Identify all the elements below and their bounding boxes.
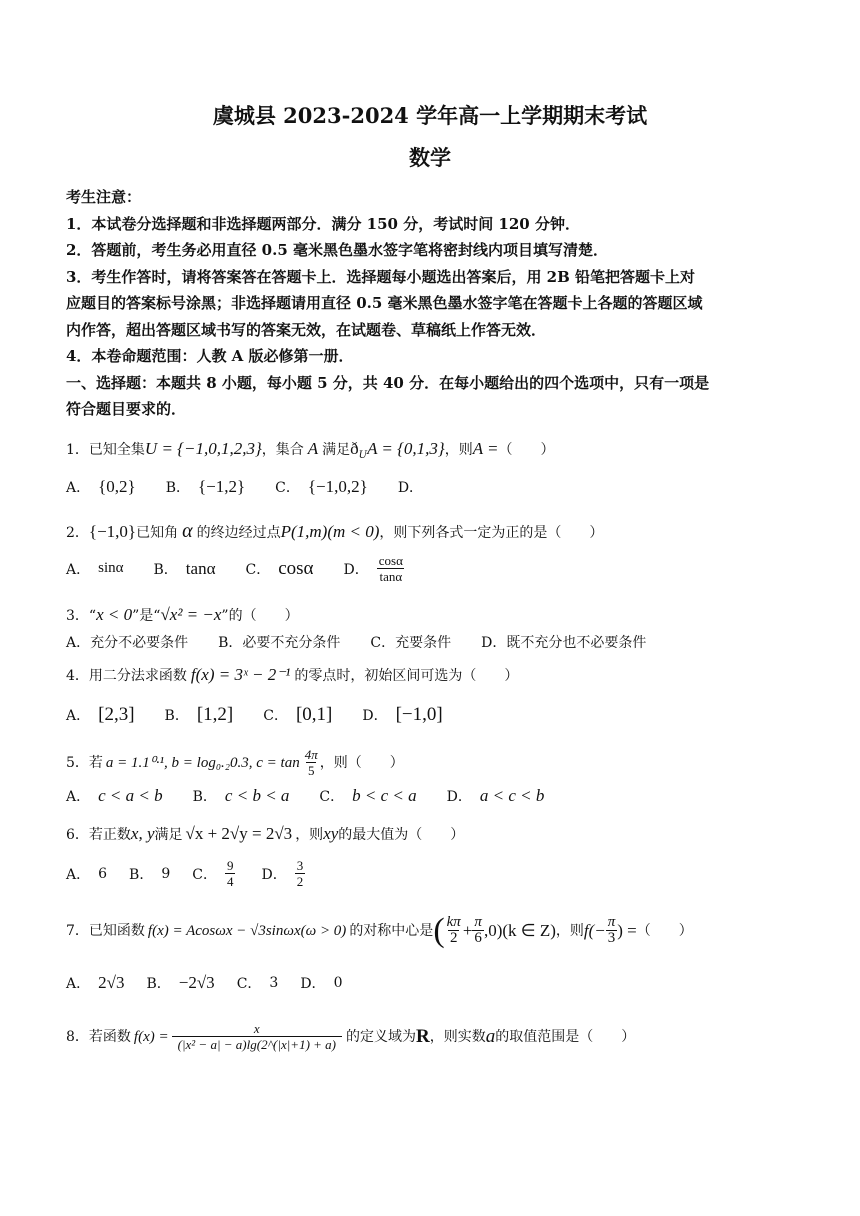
q8-fraction-numerator: x	[253, 1021, 260, 1036]
q2-option-b-value: tanα	[185, 558, 216, 578]
q4-option-c-label: C．	[263, 707, 288, 724]
q2-option-c-label: C．	[245, 561, 271, 578]
q6-variables: x, y	[130, 823, 155, 843]
q1-complement-symbol: ð	[350, 438, 359, 458]
q5-fraction-numerator: 4π	[304, 747, 318, 762]
q1-option-b-value: {−1,2}	[198, 476, 246, 496]
q6-option-c-label: C．	[192, 866, 217, 883]
question-7	[66, 905, 794, 957]
q1-option-a-value: {0,2}	[98, 476, 136, 496]
q7-function: f(x) = Acosωx − √3sinωx(ω > 0)	[147, 922, 347, 939]
q2-option-c-value: cosα	[278, 557, 314, 579]
q6-option-b-value: 9	[161, 865, 171, 882]
q1-complement-rest: A = {0,1,3}	[367, 438, 445, 458]
q7-option-a-label: A．	[66, 975, 91, 992]
q3-condition-1: x < 0	[96, 604, 133, 624]
q2-option-b[interactable]	[154, 559, 216, 579]
section-1-heading-line-2: 符合题目要求的．	[66, 400, 187, 418]
q7-option-c-label: C．	[236, 975, 262, 992]
q7-center-plus: +	[462, 920, 473, 940]
q8-mid: 的定义域为	[346, 1028, 417, 1045]
q7-ask-frac	[606, 915, 618, 946]
q1-set-a: A	[307, 438, 319, 458]
q7-center-den-1: 2	[449, 930, 458, 946]
q4-function: f(x) = 3ˣ − 2⁻¹	[190, 664, 291, 684]
q7-ask-den: 3	[607, 930, 616, 946]
q4-option-b-value: [1,2]	[196, 703, 234, 725]
q7-option-b[interactable]	[146, 973, 214, 993]
q5-option-d-value: a < c < b	[479, 785, 545, 805]
candidate-notes	[66, 184, 794, 423]
q7-option-d-label: D．	[300, 975, 326, 992]
q1-mid2: 满足	[322, 441, 351, 458]
q5-option-b[interactable]	[193, 786, 290, 806]
q7-option-a-value: 2√3	[98, 972, 125, 992]
q4-options	[66, 693, 794, 737]
q1-tail: ，则	[444, 441, 473, 458]
q6-option-d[interactable]	[261, 858, 305, 889]
q1-complement-sub: U	[358, 449, 368, 461]
q2-option-c[interactable]	[245, 558, 313, 580]
q6-option-a-value: 6	[98, 865, 108, 882]
q2-option-a[interactable]	[66, 559, 124, 579]
q6-options	[66, 851, 794, 897]
q5-option-c-value: b < c < a	[352, 785, 417, 805]
q6-mid: 满足	[154, 826, 183, 843]
q1-mid: ，集合	[261, 441, 304, 458]
q4-option-b[interactable]	[165, 704, 234, 726]
q3-lead: 3．“	[66, 607, 97, 624]
q4-option-c[interactable]	[263, 704, 332, 726]
q1-option-d[interactable]	[398, 477, 431, 497]
q8-fraction-denominator: (|x² − a| − a)lg(2^(|x|+1) + a)	[172, 1036, 342, 1052]
q7-center-num-2: π	[474, 914, 482, 930]
q1-option-b[interactable]	[166, 477, 245, 497]
q8-lead: 8．若函数	[66, 1028, 131, 1045]
q5-option-d-label: D．	[446, 788, 472, 805]
note-item-4: 4．本卷命题范围：人教 A 版必修第一册．	[66, 347, 354, 365]
q6-option-c[interactable]	[192, 858, 235, 889]
q6-option-d-fraction	[295, 858, 306, 889]
exam-title: 虞城县 2023-2024 学年高一上学期期末考试	[212, 103, 648, 128]
q7-center-den-2: 6	[474, 930, 482, 946]
q6-product: xy	[323, 823, 339, 843]
note-item-1: 1．本试卷分选择题和非选择题两部分．满分 150 分，考试时间 120 分钟．	[66, 214, 580, 233]
q3-options	[66, 629, 794, 655]
q6-equation: √x + 2√y = 2√3	[185, 823, 293, 843]
q1-options	[66, 467, 794, 507]
q1-option-a-label: A．	[66, 479, 91, 496]
q2-option-d[interactable]	[344, 553, 405, 584]
note-item-3-line-3: 内作答，超出答题区域书写的答案无效，在试题卷、草稿纸上作答无效．	[66, 320, 547, 339]
q7-mid: 的对称中心是	[349, 922, 434, 939]
q7-options	[66, 961, 794, 1005]
q6-option-a[interactable]	[66, 864, 107, 884]
q1-universal-set: U = {−1,0,1,2,3}	[144, 438, 262, 458]
q2-mid: 的终边经过点	[196, 524, 281, 541]
q7-center-open: (	[433, 911, 445, 949]
q5-option-c[interactable]	[319, 786, 416, 806]
q7-option-c[interactable]	[237, 973, 279, 993]
note-item-3-line-1: 3．考生作答时，请将答案答在答题卡上．选择题每小题选出答案后，用 2B 铅笔把答题卡上对	[66, 267, 696, 286]
q4-option-b-label: B．	[164, 707, 189, 724]
question-6	[66, 817, 794, 851]
q2-prefix-set: {−1,0}	[88, 521, 137, 541]
q2-option-b-label: B．	[153, 561, 178, 578]
exam-subject: 数学	[409, 145, 451, 170]
q2-option-a-label: A．	[66, 561, 91, 578]
q4-option-d-value: [−1,0]	[395, 703, 443, 725]
q6-option-b[interactable]	[129, 864, 170, 884]
q2-option-d-denominator: tanα	[379, 569, 403, 584]
q2-tail: ，则下列各式一定为正的是（ ）	[379, 524, 604, 541]
q1-lead: 1．已知全集	[66, 441, 145, 458]
q1-option-c-label: C．	[275, 479, 300, 496]
q5-expression: a = 1.1⁰·¹, b = log₀.₂0.3, c = tan	[105, 754, 300, 771]
q8-a: a	[485, 1025, 496, 1047]
q7-center-frac-2	[472, 915, 484, 946]
question-3	[66, 601, 794, 629]
q6-option-d-numerator: 3	[296, 858, 304, 873]
q6-tail: 的最大值为（ ）	[338, 826, 465, 843]
q3-option-b[interactable]: B．必要不充分条件	[218, 634, 341, 651]
q4-option-d-label: D．	[362, 707, 388, 724]
q7-option-d-value: 0	[333, 974, 343, 991]
q1-option-d-label: D．	[397, 479, 424, 496]
q4-tail: 的零点时，初始区间可选为（ ）	[294, 667, 519, 684]
question-8	[66, 1013, 794, 1061]
q5-lead: 5．若	[66, 754, 103, 771]
q2-option-a-value: sinα	[98, 560, 124, 576]
q7-option-c-value: 3	[269, 974, 279, 991]
q5-option-a[interactable]	[66, 786, 163, 806]
q3-condition-2: √x² = −x	[160, 604, 222, 624]
q2-option-d-fraction	[377, 553, 405, 584]
q2-lead: 已知角	[136, 524, 179, 541]
q6-option-b-label: B．	[129, 866, 154, 883]
q7-ask-num: π	[607, 914, 616, 930]
q7-option-b-label: B．	[146, 975, 171, 992]
q5-option-a-value: c < a < b	[98, 785, 163, 805]
note-item-2: 2．答题前，考生务必用直径 0.5 毫米黑色墨水签字笔将密封线内项目填写清楚．	[66, 241, 608, 259]
q1-option-c[interactable]	[275, 477, 368, 497]
q1-ask: A =	[472, 438, 499, 458]
q1-option-c-value: {−1,0,2}	[307, 476, 368, 496]
question-2	[66, 517, 794, 545]
notes-heading: 考生注意：	[66, 188, 142, 206]
q7-center-frac-1	[445, 915, 463, 946]
q5-option-b-label: B．	[192, 788, 217, 805]
q6-option-d-label: D．	[261, 866, 287, 883]
q6-lead: 6．若正数	[66, 826, 131, 843]
q7-lead: 7．已知函数	[66, 922, 145, 939]
q7-ask-f: f(−	[583, 920, 606, 940]
q6-option-c-fraction	[225, 858, 236, 889]
q7-option-a[interactable]	[66, 973, 124, 993]
q5-option-c-label: C．	[319, 788, 345, 805]
note-item-3-line-2: 应题目的答案标号涂黑；非选择题请用直径 0.5 毫米黑色墨水签字笔在答题卡上各题的答题区域	[66, 294, 703, 312]
q5-options	[66, 781, 794, 811]
q5-option-b-value: c < b < a	[224, 785, 290, 805]
q6-option-a-label: A．	[66, 866, 91, 883]
q8-func-lhs: f(x) =	[133, 1028, 169, 1045]
q4-option-d[interactable]	[362, 704, 442, 726]
q2-option-d-label: D．	[343, 561, 369, 578]
q5-option-a-label: A．	[66, 788, 91, 805]
q8-real-set: R	[416, 1025, 430, 1047]
q3-option-a[interactable]: A．充分不必要条件	[66, 634, 189, 651]
q2-options	[66, 547, 794, 591]
q4-option-c-value: [0,1]	[295, 703, 333, 725]
q6-mid2: ，则	[295, 826, 324, 843]
q4-lead: 4．用二分法求函数	[66, 667, 187, 684]
q5-option-d[interactable]	[447, 786, 545, 806]
q4-option-a-value: [2,3]	[98, 703, 135, 725]
q1-option-a[interactable]	[66, 477, 136, 497]
q1-paren: （ ）	[498, 441, 555, 458]
q1-option-b-label: B．	[165, 479, 190, 496]
q7-option-d[interactable]	[300, 973, 342, 993]
q7-mid2: ，则	[555, 922, 584, 939]
q2-number: 2．	[66, 524, 89, 541]
q2-alpha: α	[182, 519, 193, 542]
q8-tail: ，则实数	[429, 1028, 486, 1045]
q4-option-a-label: A．	[66, 707, 91, 724]
q7-option-b-value: −2√3	[178, 972, 215, 992]
q8-fraction	[172, 1021, 342, 1052]
q5-fraction-denominator: 5	[307, 763, 315, 778]
q4-option-a[interactable]	[66, 704, 135, 726]
section-1-heading-line-1: 一、选择题：本题共 8 小题，每小题 5 分，共 40 分．在每小题给出的四个选项中，只有一项是	[66, 373, 710, 392]
q8-tail2: 的取值范围是（ ）	[495, 1028, 636, 1045]
q3-option-c[interactable]: C．充要条件	[370, 634, 452, 651]
q7-ask-close: ) =	[617, 920, 637, 940]
q6-option-c-denominator: 4	[226, 874, 234, 889]
q7-paren: （ ）	[636, 922, 693, 939]
q6-option-d-denominator: 2	[296, 874, 304, 889]
q3-mid: ”是“	[132, 607, 161, 624]
q2-option-d-numerator: cosα	[378, 553, 403, 568]
question-5	[66, 745, 794, 781]
q5-fraction	[303, 747, 320, 778]
q2-point: P(1,m)(m < 0)	[280, 521, 380, 541]
question-1	[66, 435, 794, 463]
q5-tail: ，则（ ）	[319, 754, 404, 771]
q3-option-d[interactable]: D．既不充分也不必要条件	[481, 634, 647, 651]
q7-center-close: ,0)(k ∈ Z)	[483, 920, 556, 940]
q7-center-num-1: kπ	[446, 914, 461, 930]
question-4	[66, 661, 794, 689]
q3-tail: ”的（ ）	[221, 607, 299, 624]
q6-option-c-numerator: 9	[226, 858, 234, 873]
